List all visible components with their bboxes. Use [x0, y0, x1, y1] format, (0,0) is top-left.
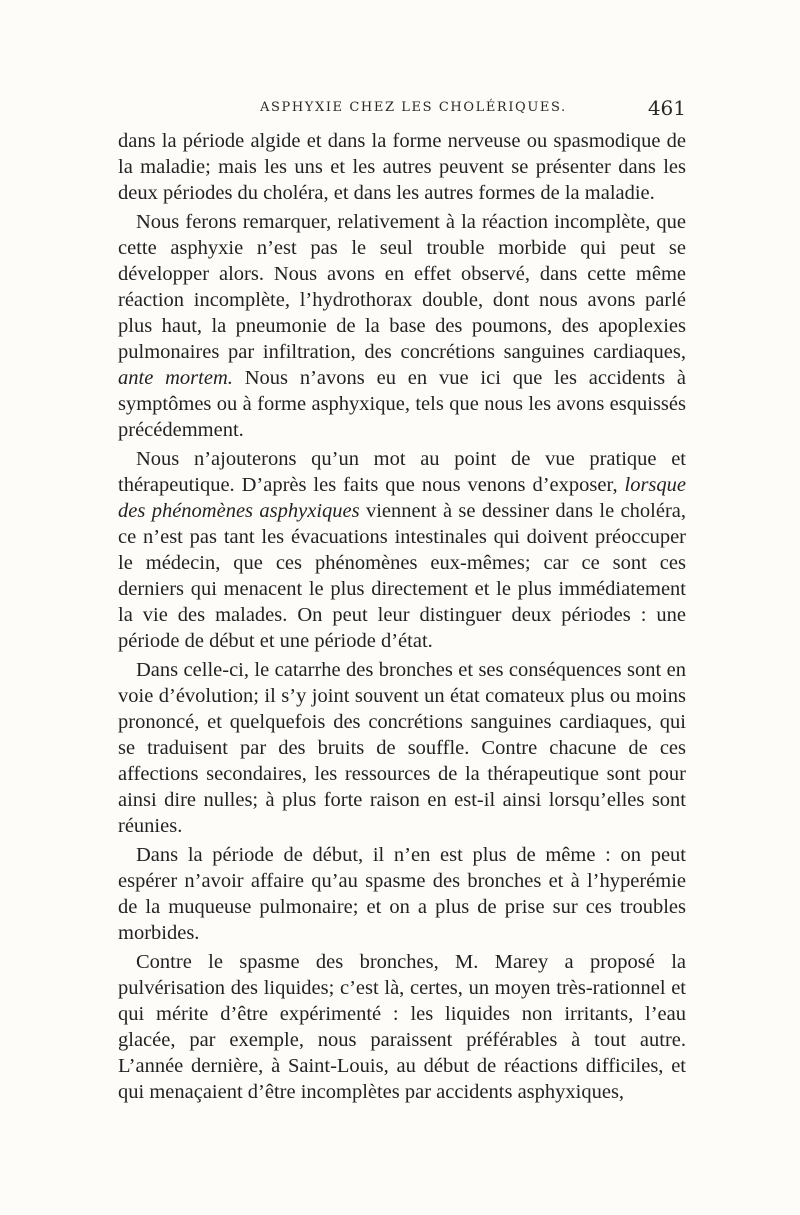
- paragraph-1: [118, 128, 686, 206]
- running-head: [118, 96, 686, 122]
- phenomenes-asphyxiques-italic: lorsque des phénomènes asphyxiques: [118, 474, 686, 522]
- paragraph-1-text: dans la période algide et dans la forme nerveuse ou spasmodique de la maladie; mais les uns et les autres peuvent se présenter dans les deux périodes du choléra, et dans les autres formes de la maladie.: [118, 130, 686, 204]
- paragraph-6: [118, 949, 686, 1105]
- paragraph-5: [118, 842, 686, 946]
- paragraph-6-text: Contre le spasme des bronches, M. Marey a proposé la pulvérisation des liquides; c’est là, certes, un moyen très-rationnel et qui mérite d’être expérimenté : les liquides non irritants, l’eau glacée, par exemple, nous paraissent préférables à tout autre. L’année dernière, à Saint-Louis, au début de réactions difficiles, et qui menaçaient d’être incomplètes par accidents asphyxiques,: [118, 951, 686, 1103]
- running-title: ASPHYXIE CHEZ LES CHOLÉRIQUES.: [260, 100, 567, 115]
- paragraph-4-text: Dans celle-ci, le catarrhe des bronches et ses conséquences sont en voie d’évolution; il s’y joint souvent un état comateux plus ou moins prononcé, et quelquefois des concrétions sanguines cardiaques, qui se traduisent par des bruits de souffle. Contre chacune de ces affections secondaires, les ressources de la thérapeutique sont pour ainsi dire nulles; à plus forte raison en est-il ainsi lorsqu’elles sont réunies.: [118, 659, 686, 837]
- paragraph-5-text: Dans la période de début, il n’en est plus de même : on peut espérer n’avoir affaire qu’au spasme des bronches et à l’hyperémie de la muqueuse pulmonaire; et on a plus de prise sur ces troubles morbides.: [118, 844, 686, 944]
- paragraph-2-text-b: Nous n’avons eu en vue ici que les accidents à symptômes ou à forme asphyxique, tels que nous les avons esquissés précédemment.: [118, 367, 686, 441]
- paragraph-3-text-a: Nous n’ajouterons qu’un mot au point de vue pratique et thérapeutique. D’après les faits que nous venons d’exposer,: [118, 448, 686, 496]
- paragraph-2: [118, 209, 686, 443]
- page-number: 461: [647, 96, 686, 120]
- paragraph-3-text-b: viennent à se dessiner dans le choléra, ce n’est pas tant les évacuations intestinales qui doivent préoccuper le médecin, que ces phénomènes eux-mêmes; car ce sont ces derniers qui menacent le plus directement et le plus immédiatement la vie des malades. On peut leur distinguer deux périodes : une période de début et une période d’état.: [118, 500, 686, 652]
- body-text: [118, 128, 686, 1105]
- ante-mortem-italic: ante mortem.: [118, 367, 233, 389]
- paragraph-2-text-a: Nous ferons remarquer, relativement à la réaction incomplète, que cette asphyxie n’est pas le seul trouble morbide qui peut se développer alors. Nous avons en effet observé, dans cette même réaction incomplète, l’hydrothorax double, dont nous avons parlé plus haut, la pneumonie de la base des poumons, des apoplexies pulmonaires par infiltration, des concrétions sanguines cardiaques,: [118, 211, 686, 363]
- paragraph-4: [118, 657, 686, 839]
- paragraph-3: [118, 446, 686, 654]
